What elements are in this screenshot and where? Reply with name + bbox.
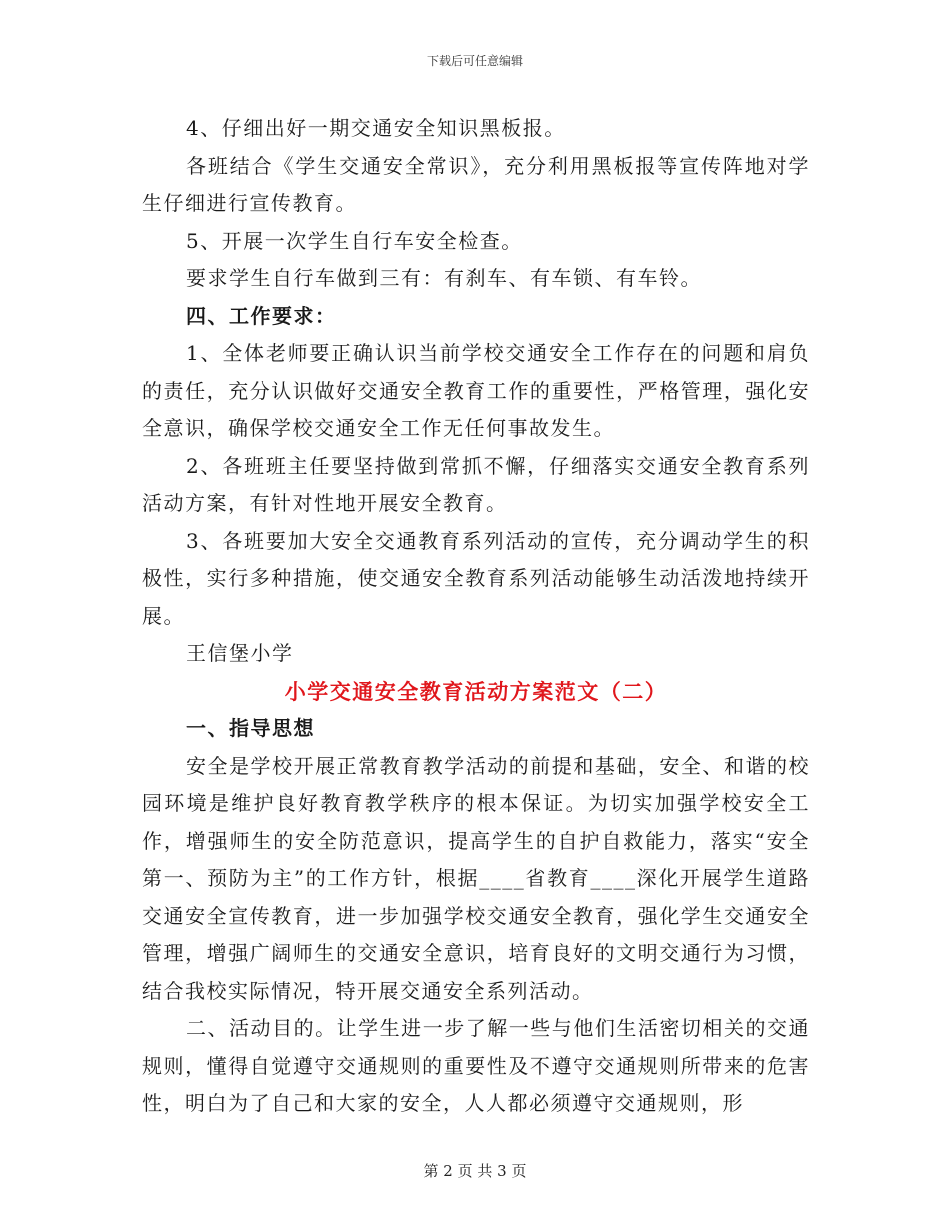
paragraph-blackboard: 各班结合《学生交通安全常识》，充分利用黑板报等宣传阵地对学生仔细进行宣传教育。 — [142, 153, 810, 215]
paragraph-requirement-2: 2、各班班主任要坚持做到常抓不懈，仔细落实交通安全教育系列活动方案，有针对性地开展安全教育。 — [142, 453, 810, 515]
paragraph-guiding-ideology: 安全是学校开展正常教育教学活动的前提和基础，安全、和谐的校园环境是维护良好教育教学秩序的根本保证。为切实加强学校安全工作，增强师生的安全防范意识，提高学生的自护自救能力，落实“安全第一、预防为主”的工作方针，根据____省教育____深化开展学生道路交通安全宣传教育，进一步加强学校交通安全教育，强化学生交通安全管理，增强广阔师生的交通安全意识，培育良好的文明交通行为习惯，结合我校实际情况，特开展交通安全系列活动。 — [142, 753, 810, 1003]
paragraph-activity-purpose: 二、活动目的。让学生进一步了解一些与他们生活密切相关的交通规则，懂得自觉遵守交通规则的重要性及不遵守交通规则所带来的危害性，明白为了自己和大家的安全，人人都必须遵守交通规则，形 — [142, 1016, 810, 1115]
document-title: 小学交通安全教育活动方案范文（二） — [284, 678, 668, 704]
section-heading-guiding-ideology: 一、指导思想 — [186, 716, 315, 740]
section-heading-work-requirements: 四、工作要求： — [186, 303, 337, 328]
paragraph-bike-requirements: 要求学生自行车做到三有：有刹车、有车锁、有车铃。 — [186, 266, 702, 290]
paragraph-requirement-3: 3、各班要加大安全交通教育系列活动的宣传，充分调动学生的积极性，实行多种措施，使交通安全教育系列活动能够生动活泼地持续开展。 — [142, 528, 810, 628]
school-signature: 王信堡小学 — [186, 641, 294, 665]
paragraph-item-4: 4、仔细出好一期交通安全知识黑板报。 — [186, 116, 566, 140]
paragraph-requirement-1: 1、全体老师要正确认识当前学校交通安全工作存在的问题和肩负的责任，充分认识做好交通安全教育工作的重要性，严格管理，强化安全意识，确保学校交通安全工作无任何事故发生。 — [142, 341, 810, 440]
page-footer-number: 第 2 页 共 3 页 — [423, 1162, 527, 1180]
paragraph-item-5: 5、开展一次学生自行车安全检查。 — [186, 228, 523, 253]
page-header-note: 下载后可任意编辑 — [426, 54, 523, 68]
document-body — [142, 110, 810, 1123]
